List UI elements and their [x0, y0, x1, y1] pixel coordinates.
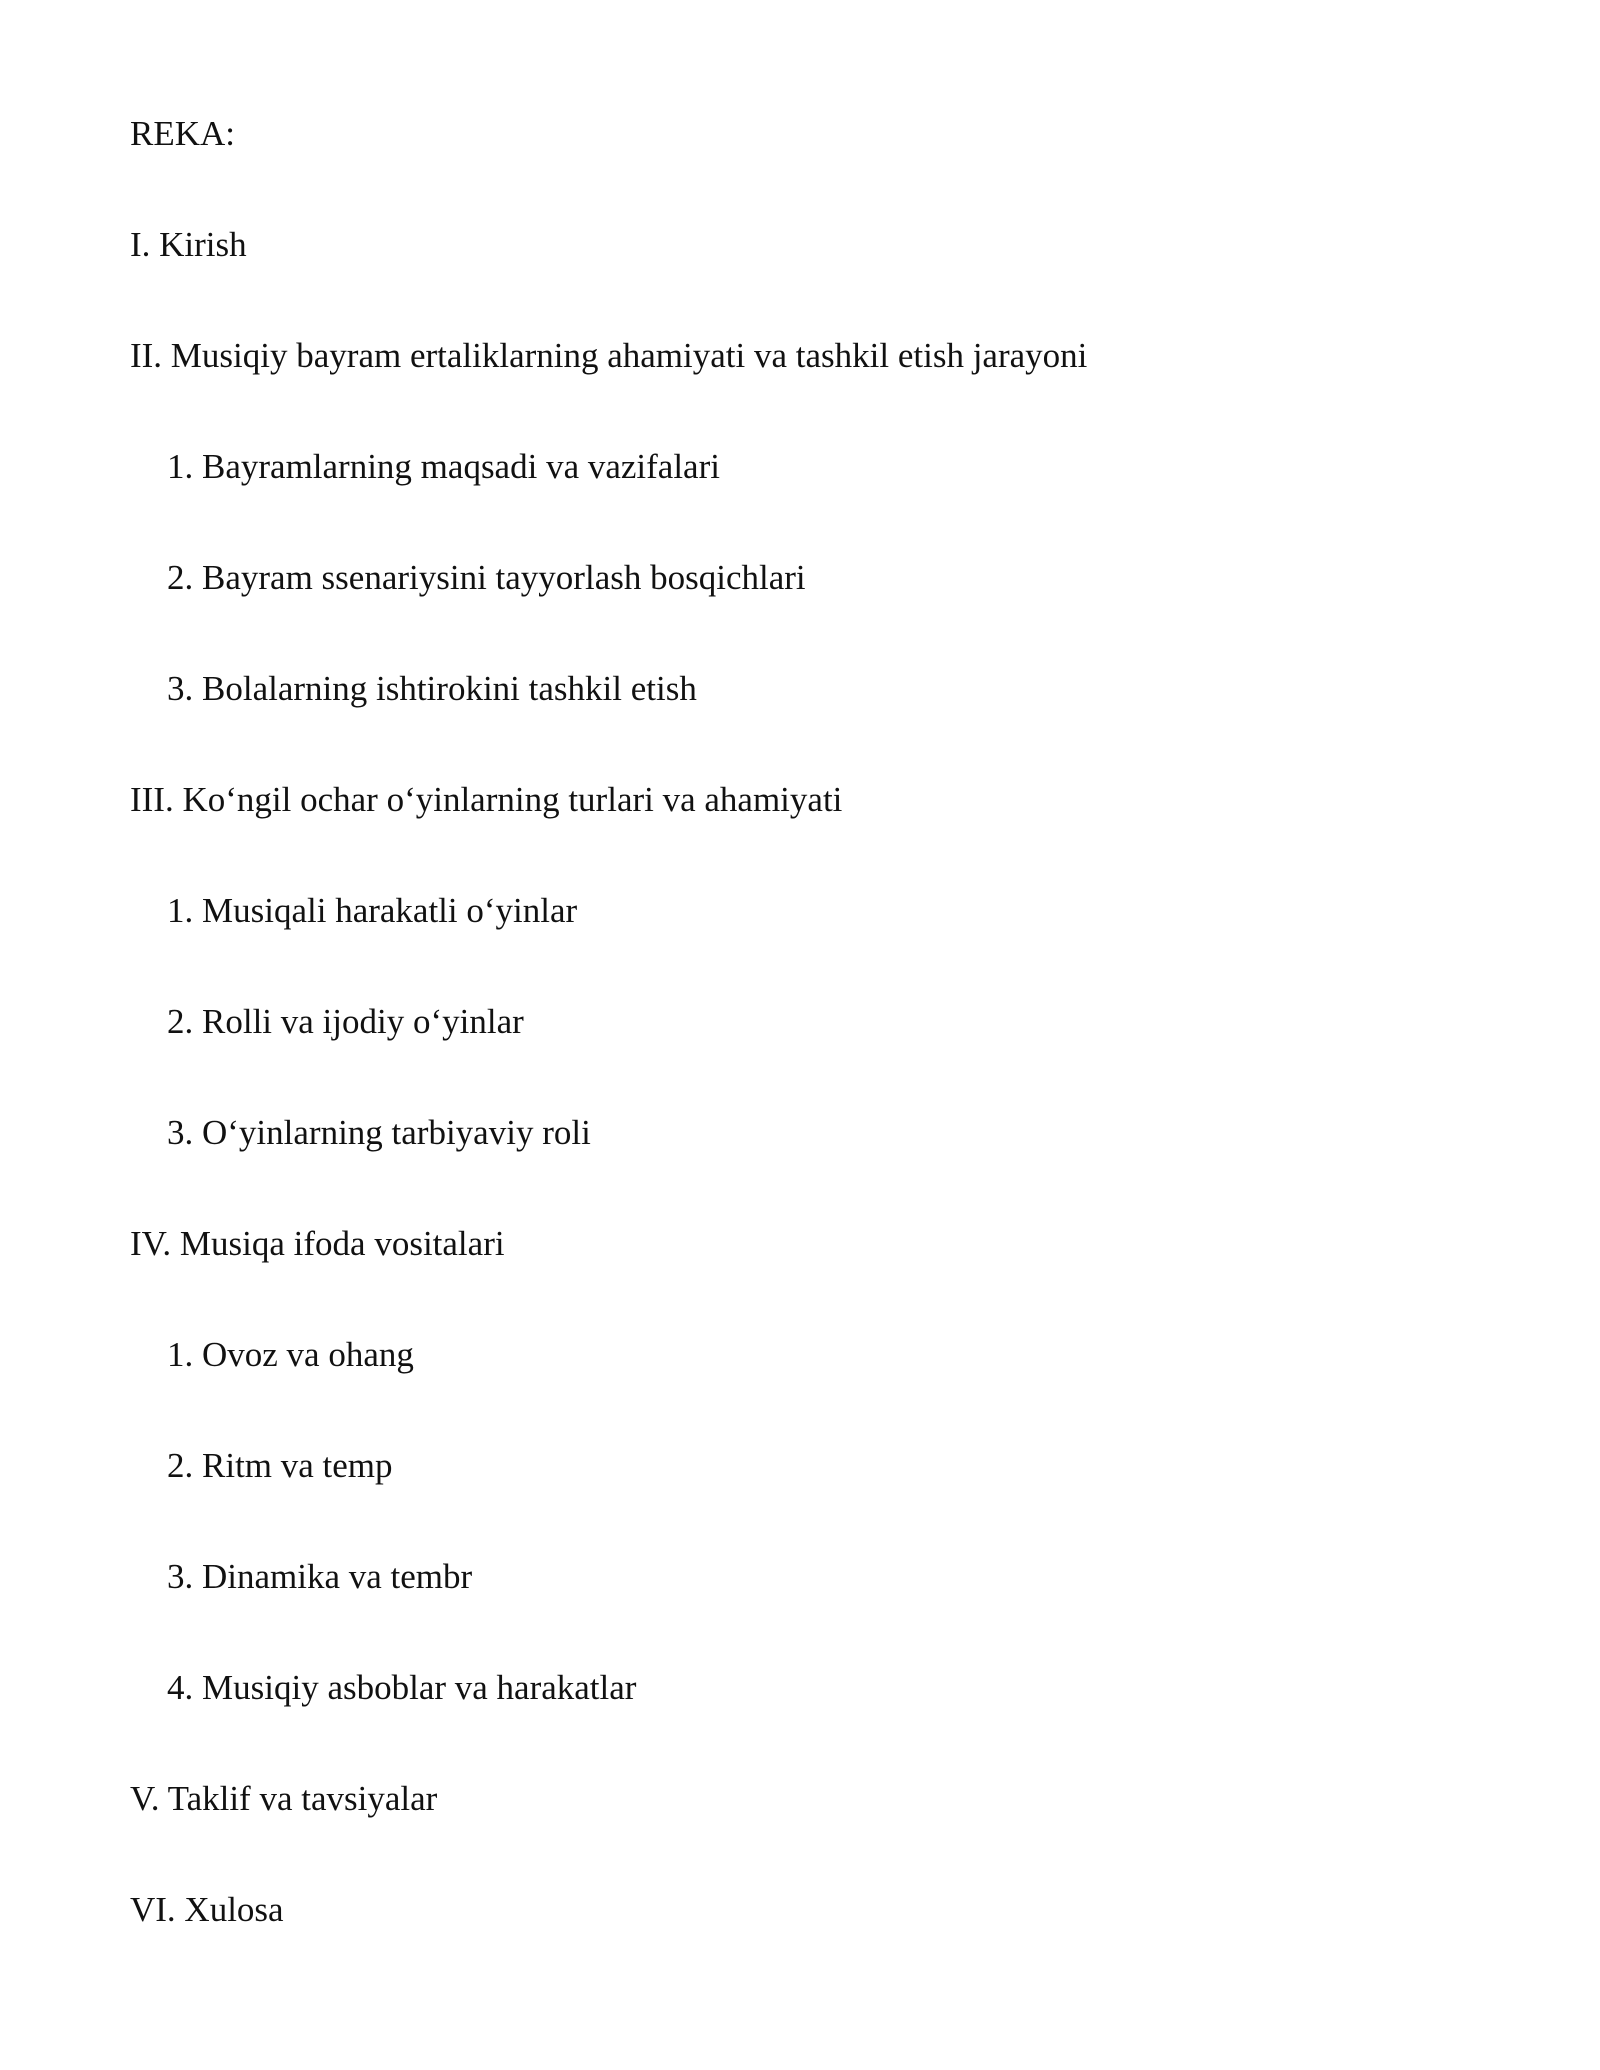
subsection-item: 4. Musiqiy asboblar va harakatlar — [167, 1668, 637, 1707]
document-heading: REKA: — [130, 114, 235, 153]
section-item: III. Ko‘ngil ochar o‘yinlarning turlari va ahamiyati — [130, 780, 843, 819]
section-item: I. Kirish — [130, 225, 247, 264]
subsection-item: 3. Bolalarning ishtirokini tashkil etish — [167, 669, 697, 708]
section-item: II. Musiqiy bayram ertaliklarning ahamiyati va tashkil etish jarayoni — [130, 336, 1088, 375]
subsection-item: 2. Ritm va temp — [167, 1446, 393, 1485]
subsection-item: 2. Bayram ssenariysini tayyorlash bosqichlari — [167, 558, 806, 597]
section-item: V. Taklif va tavsiyalar — [130, 1779, 438, 1818]
subsection-item: 1. Musiqali harakatli o‘yinlar — [167, 891, 578, 930]
subsection-item: 3. Dinamika va tembr — [167, 1557, 473, 1596]
subsection-item: 3. O‘yinlarning tarbiyaviy roli — [167, 1113, 591, 1152]
section-item: IV. Musiqa ifoda vositalari — [130, 1224, 505, 1263]
subsection-item: 1. Ovoz va ohang — [167, 1335, 414, 1374]
subsection-item: 1. Bayramlarning maqsadi va vazifalari — [167, 447, 720, 486]
subsection-item: 2. Rolli va ijodiy o‘yinlar — [167, 1002, 524, 1041]
section-item: VI. Xulosa — [130, 1890, 284, 1929]
